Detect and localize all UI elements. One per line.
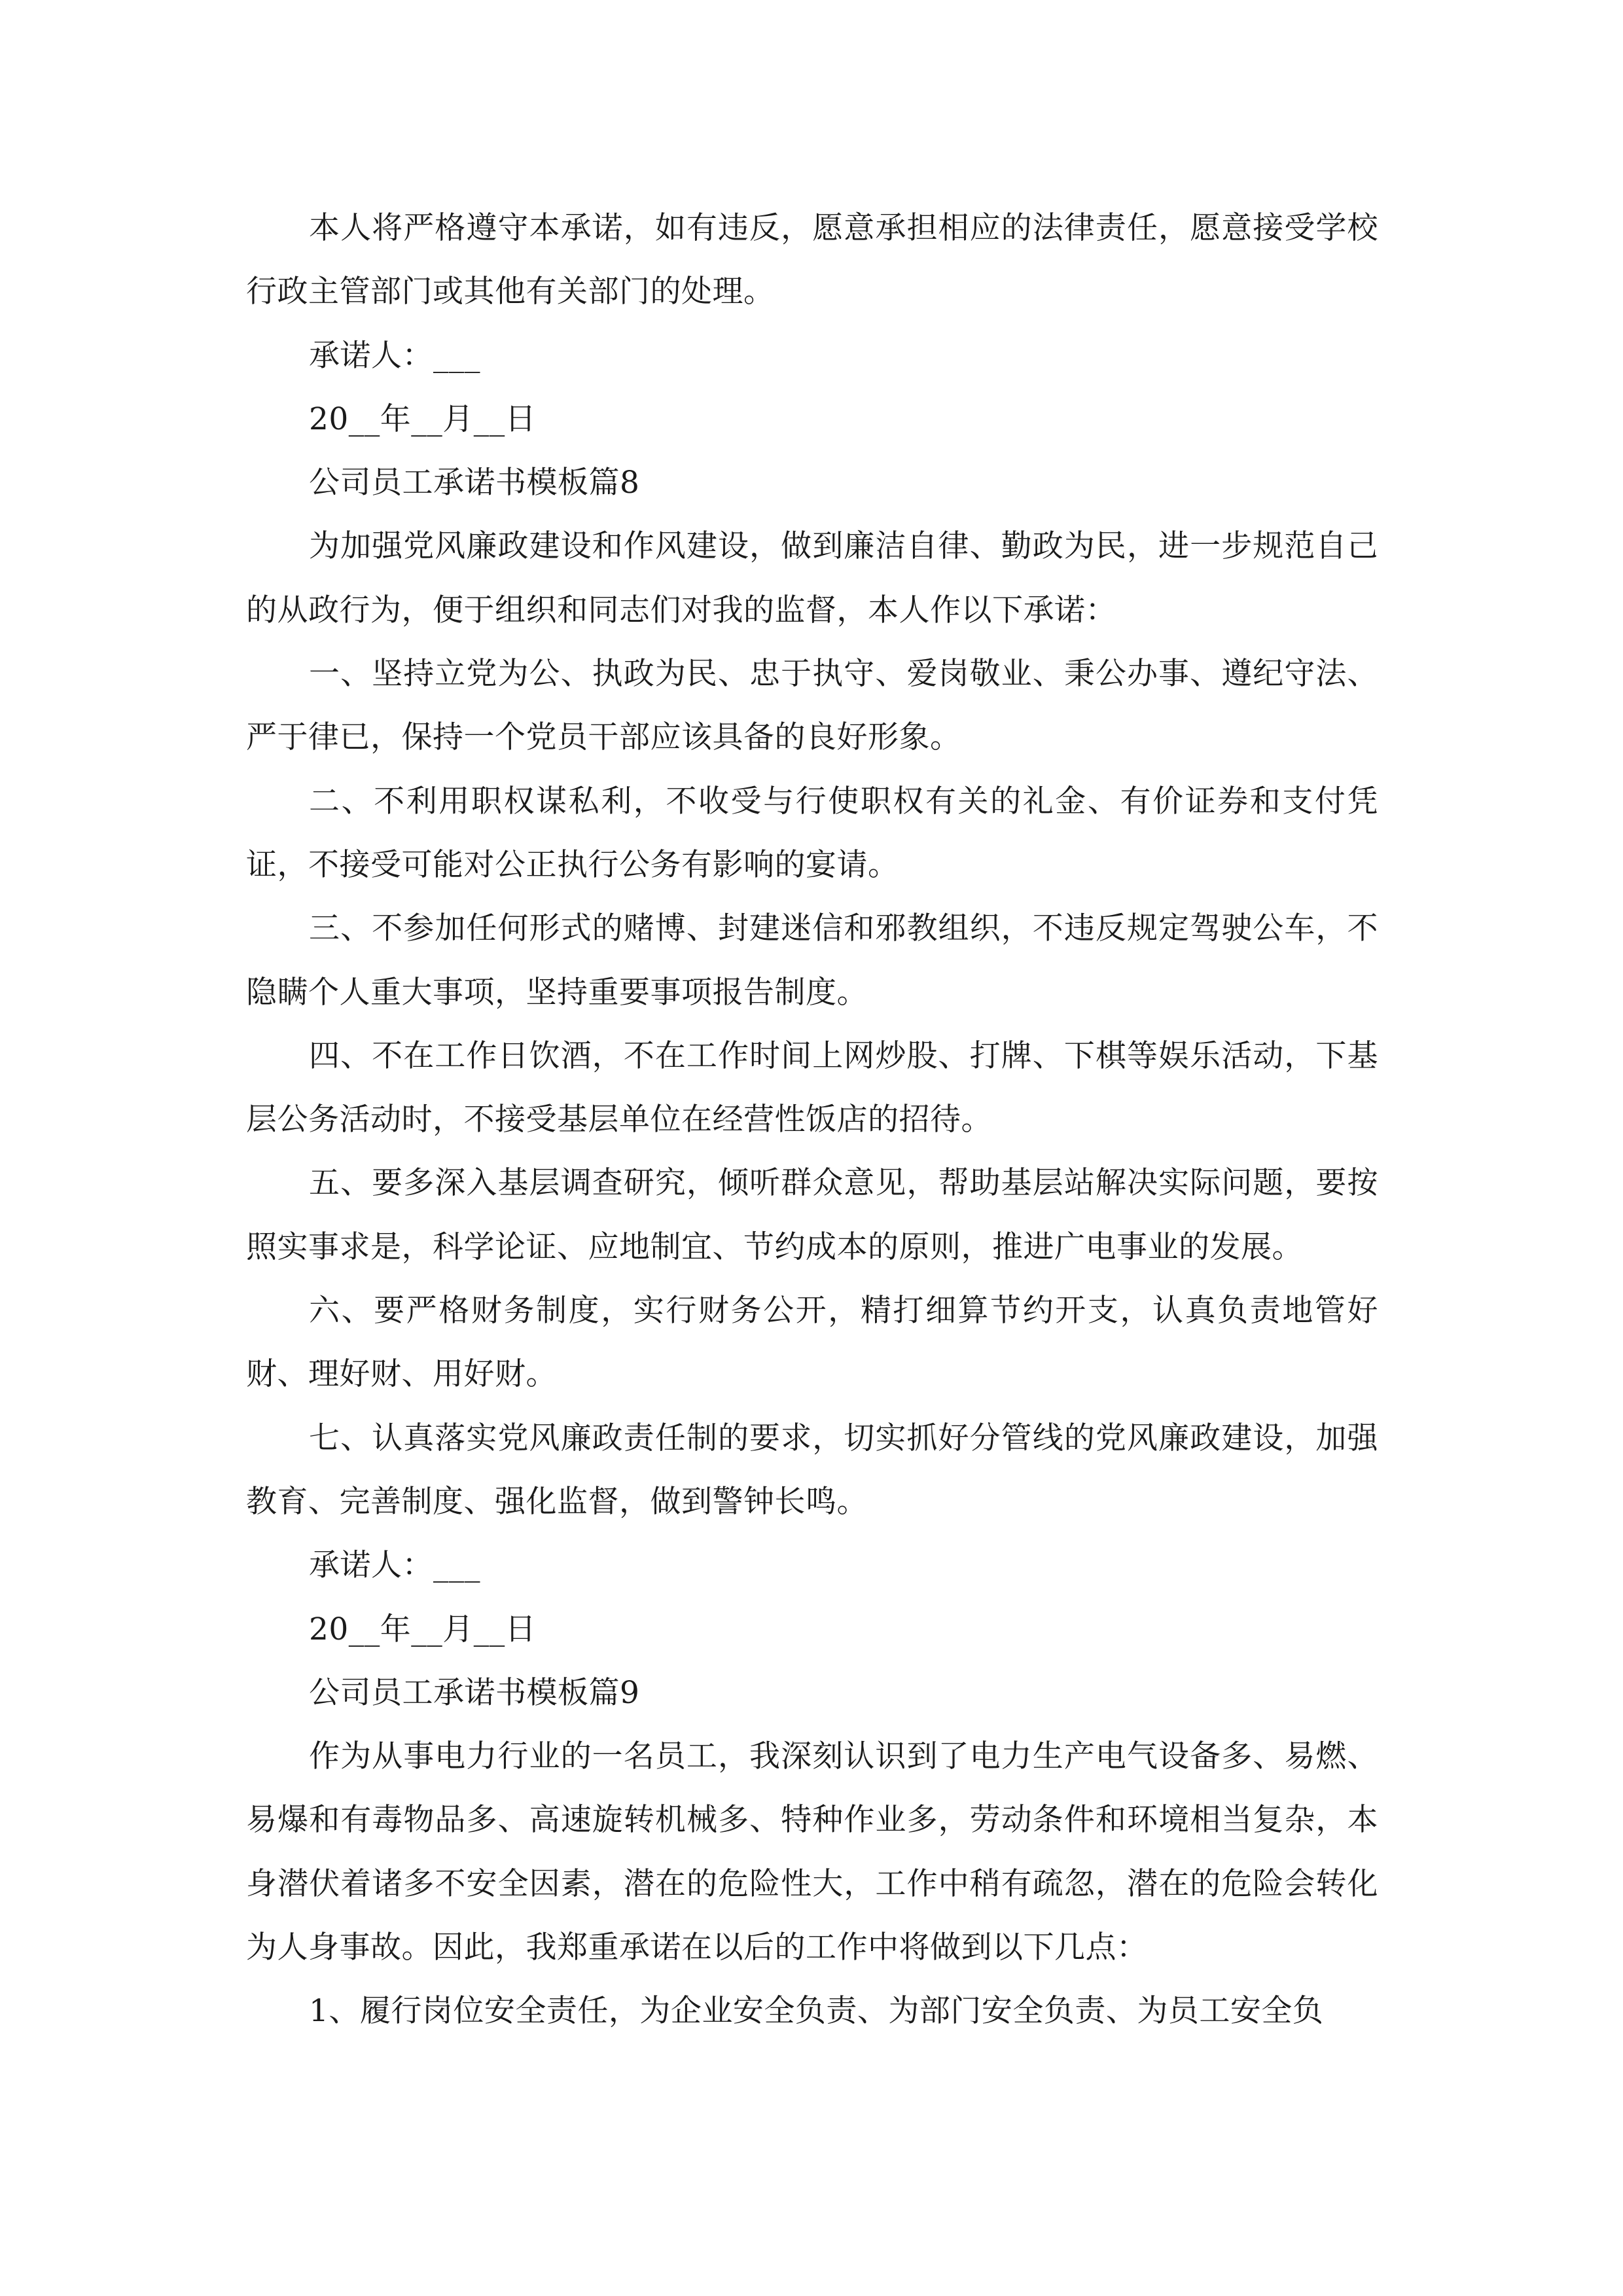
document-body: [246, 196, 1378, 2043]
paragraph-item-7: 七、认真落实党风廉政责任制的要求，切实抓好分管线的党风廉政建设，加强教育、完善制度、强化监督，做到警钟长鸣。: [246, 1420, 1378, 1520]
paragraph-item-4: 四、不在工作日饮酒，不在工作时间上网炒股、打牌、下棋等娱乐活动，下基层公务活动时，不接受基层单位在经营性饭店的招待。: [246, 1037, 1378, 1138]
paragraph-signatory-8: 承诺人：___: [309, 1547, 480, 1584]
paragraph-intro-9: 作为从事电力行业的一名员工，我深刻认识到了电力生产电气设备多、易燃、易爆和有毒物品多、高速旋转机械多、特种作业多，劳动条件和环境相当复杂，本身潜伏着诸多不安全因素，潜在的危险性大，工作中稍有疏忽，潜在的危险会转化为人身事故。因此，我郑重承诺在以后的工作中将做到以下几点：: [246, 1738, 1378, 1966]
paragraph-commitment-compliance: 本人将严格遵守本承诺，如有违反，愿意承担相应的法律责任，愿意接受学校行政主管部门或其他有关部门的处理。: [246, 210, 1378, 310]
paragraph-item-6: 六、要严格财务制度，实行财务公开，精打细算节约开支，认真负责地管好财、理好财、用好财。: [246, 1293, 1378, 1393]
paragraph-item-1: 一、坚持立党为公、执政为民、忠于执守、爱岗敬业、秉公办事、遵纪守法、严于律已，保持一个党员干部应该具备的良好形象。: [246, 656, 1378, 756]
paragraph-item-3: 三、不参加任何形式的赌博、封建迷信和邪教组织，不违反规定驾驶公车，不隐瞒个人重大事项，坚持重要事项报告制度。: [246, 910, 1378, 1011]
section-heading-8: 公司员工承诺书模板篇8: [309, 465, 640, 501]
paragraph-date-8: 20__年__月__日: [309, 1611, 537, 1647]
paragraph-intro-8: 为加强党风廉政建设和作风建设，做到廉洁自律、勤政为民，进一步规范自己的从政行为，便于组织和同志们对我的监督，本人作以下承诺：: [246, 528, 1378, 628]
paragraph-signatory: 承诺人：___: [309, 337, 480, 374]
paragraph-item-2: 二、不利用职权谋私利，不收受与行使职权有关的礼金、有价证券和支付凭证，不接受可能对公正执行公务有影响的宴请。: [246, 783, 1378, 883]
section-heading-9: 公司员工承诺书模板篇9: [309, 1674, 640, 1711]
paragraph-item-9-1: 1、履行岗位安全责任，为企业安全负责、为部门安全负责、为员工安全负: [309, 1993, 1324, 2030]
paragraph-item-5: 五、要多深入基层调查研究，倾听群众意见，帮助基层站解决实际问题，要按照实事求是，科学论证、应地制宜、节约成本的原则，推进广电事业的发展。: [246, 1165, 1378, 1265]
paragraph-date: 20__年__月__日: [309, 401, 537, 437]
